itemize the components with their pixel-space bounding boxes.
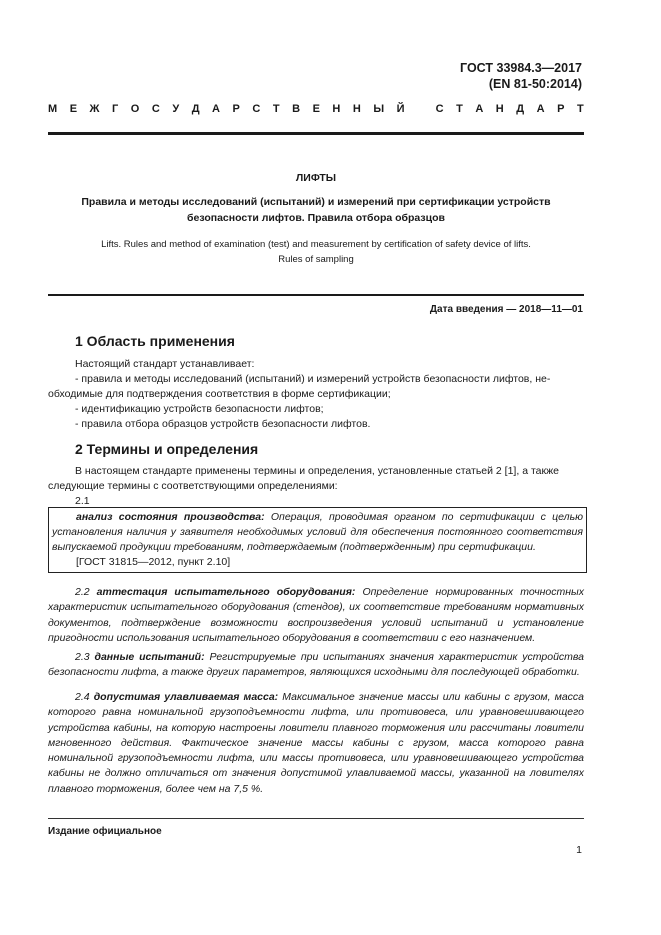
term-2-3-number: 2.3 [75, 651, 95, 663]
section-1-item-1b: обходимые для подтверждения соответствия в форме сертификации; [48, 388, 391, 400]
english-title [60, 237, 572, 267]
banner-letter: Г [112, 103, 119, 115]
term-2-1-text [52, 510, 583, 555]
document-title: ЛИФТЫ [295, 172, 337, 184]
section-1-heading: 1 Область применения [75, 333, 235, 349]
banner-letter: Е [69, 103, 78, 115]
section-2-intro-a: В настоящем стандарте применены термины и определения, установленные статьей 2 [1], а также [75, 465, 559, 477]
banner-letter: Т [576, 103, 584, 115]
banner-letter: В [292, 103, 301, 115]
banner-letter: Н [352, 103, 361, 115]
term-2-4-term: допустимая улавливаемая масса: [93, 691, 279, 703]
interstate-standard-banner [48, 103, 584, 115]
english-title-line-2: Rules of sampling [278, 254, 354, 265]
english-title-line-1: Lifts. Rules and method of examination (test) and measurement by certification of safety device of lifts. [101, 239, 531, 250]
term-2-3 [48, 650, 584, 681]
term-2-3-term: данные испытаний: [94, 651, 205, 663]
introduction-date: Дата введения — 2018—11—01 [429, 304, 583, 315]
title-rule [48, 294, 584, 296]
banner-letter: Р [557, 103, 565, 115]
banner-letter: Д [191, 103, 200, 115]
banner-letter: А [212, 103, 220, 115]
section-1-item-2: - идентификацию устройств безопасности лифтов; [75, 403, 324, 415]
banner-letter: Т [272, 103, 280, 115]
section-2-intro [48, 464, 584, 509]
subtitle-line-2: безопасности лифтов. Правила отбора образцов [187, 212, 445, 224]
section-1-item-3: - правила отбора образцов устройств безопасности лифтов. [75, 418, 371, 430]
banner-letter: А [536, 103, 545, 115]
banner-letter: М [48, 103, 58, 115]
term-2-1-definition: Операция, проводимая органом по сертификации с целью установления наличия у заявителя необходимых условий для обеспечения постоянного соответствия выпускаемой продукции требованиям, подтверждаемым (подтвержденным) при сертификации. [52, 511, 583, 553]
banner-letter: А [475, 103, 484, 115]
document-subtitle [48, 194, 584, 226]
subtitle-line-1: Правила и методы исследований (испытаний) и измерений при сертификации устройств [81, 196, 551, 208]
section-1-item-1a: - правила и методы исследований (испытаний) и измерений устройств безопасности лифтов, не- [75, 373, 551, 385]
banner-letter: О [130, 103, 140, 115]
footer-rule [48, 818, 584, 819]
term-2-4-definition: Максимальное значение массы или кабины с грузом, масса которого равна номинальной грузоподъемности лифта, или противовеса, или уравновешивающего устройства кабины, на которую настроены ловители плавного торможения или рассчитаны ловители мгновенного действия. Фактическое значение массы кабины с грузом, масса которого равна номинальной грузоподъемности лифта, или массы противовеса, или уравновешивающего устройства кабины не должно отличаться от значения допустимой улавливаемой массы, указанной на ловителях плавного торможения, более чем на 7,5 %. [48, 691, 585, 795]
banner-letter: Р [232, 103, 240, 115]
banner-letter: Й [396, 103, 405, 115]
standard-en-code: (EN 81-50:2014) [488, 77, 582, 91]
term-2-3-definition: Регистрируемые при испытаниях значения характеристик устройства безопасности лифта, а также других параметров, являющихся исходными для последующей обработки. [48, 651, 585, 679]
standard-code: ГОСТ 33984.3—2017 [460, 61, 582, 75]
term-2-4-number: 2.4 [75, 691, 94, 703]
banner-letter: Д [516, 103, 525, 115]
banner-letter: Е [312, 103, 320, 115]
term-2-1-term: анализ состояния производства: [76, 511, 265, 523]
banner-letter: С [151, 103, 160, 115]
banner-letter [417, 103, 423, 115]
term-2-2-number: 2.2 [75, 586, 97, 598]
term-2-1-box [48, 507, 587, 573]
term-2-1-reference: [ГОСТ 31815—2012, пункт 2.10] [76, 556, 231, 568]
banner-letter: Ы [373, 103, 385, 115]
section-2-intro-b: следующие термины с соответствующими определениями: [48, 480, 338, 492]
section-1-intro: Настоящий стандарт устанавливает: [75, 358, 255, 370]
page-number: 1 [576, 844, 582, 856]
banner-letter: Т [456, 103, 463, 115]
term-2-2-term: аттестация испытательного оборудования: [96, 586, 356, 598]
banner-letter: С [435, 103, 444, 115]
banner-letter: Н [332, 103, 341, 115]
term-2-4 [48, 690, 584, 797]
standard-designation [460, 60, 582, 92]
term-2-2 [48, 585, 584, 646]
banner-letter: Н [495, 103, 504, 115]
edition-label: Издание официальное [48, 826, 162, 837]
term-2-1-number: 2.1 [75, 495, 90, 507]
section-1-body [48, 357, 584, 432]
term-2-2-definition: Определение нормированных точностных характеристик испытательного оборудования (стендов), их соответствие требованиям нормативных документов, подтверждение возможности воспроизведения условий испытаний и установление пригодности использования испытательного оборудования в соответствии с его назначением. [48, 586, 585, 644]
section-2-heading: 2 Термины и определения [75, 441, 259, 457]
banner-letter: Ж [89, 103, 100, 115]
banner-letter: У [172, 103, 180, 115]
header-rule [48, 132, 584, 135]
banner-letter: С [252, 103, 261, 115]
